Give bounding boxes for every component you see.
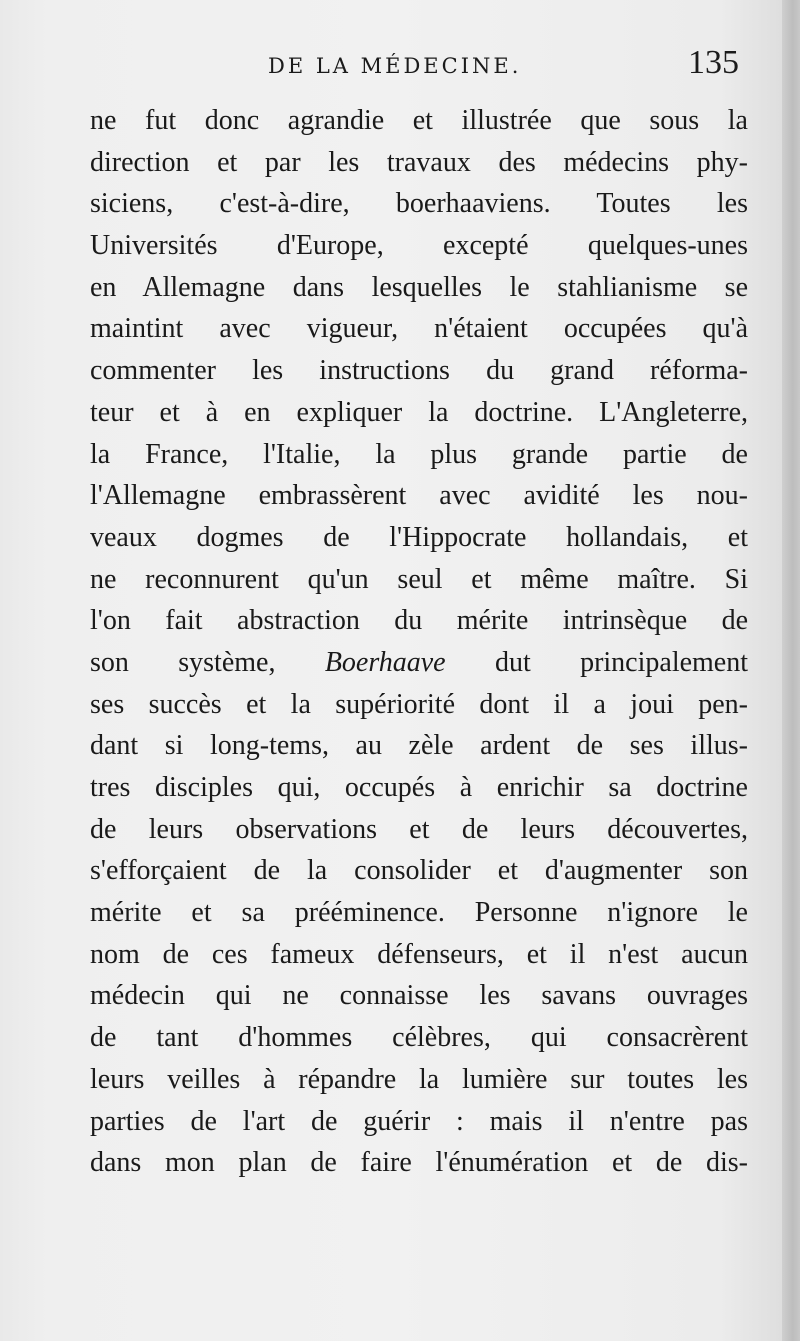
- text-line: teur et à en expliquer la doctrine. L'Angleterre,: [90, 396, 748, 428]
- body-text: [90, 100, 748, 1184]
- text-line: ses succès et la supériorité dont il a joui pen-: [90, 688, 748, 720]
- text-line: direction et par les travaux des médecins phy-: [90, 146, 748, 178]
- text-line-with-italic: [90, 642, 748, 684]
- text-line: nom de ces fameux défenseurs, et il n'est aucun: [90, 938, 748, 970]
- text-line: s'efforçaient de la consolider et d'augmenter son: [90, 855, 748, 887]
- text-line: ne reconnurent qu'un seul et même maître. Si: [90, 563, 748, 595]
- text-line: mérite et sa prééminence. Personne n'ignore le: [90, 897, 748, 929]
- text-line: ne fut donc agrandie et illustrée que sous la: [90, 105, 748, 136]
- text-line: l'on fait abstraction du mérite intrinsèque de: [90, 605, 748, 637]
- text-line: de leurs observations et de leurs découvertes,: [90, 813, 748, 845]
- italic-name-boerhaave: Boerhaave: [324, 646, 446, 678]
- text-line: en Allemagne dans lesquelles le stahlianisme se: [90, 271, 748, 303]
- text-line: médecin qui ne connaisse les savans ouvrages: [90, 980, 748, 1012]
- text-line: parties de l'art de guérir : mais il n'entre pas: [90, 1105, 748, 1137]
- text-line: dant si long-tems, au zèle ardent de ses illus-: [90, 730, 748, 762]
- running-head: DE LA MÉDECINE.: [268, 54, 522, 78]
- text-segment: dut principalement: [494, 646, 749, 678]
- page-edge-shadow: [782, 0, 800, 1341]
- text-line: dans mon plan de faire l'énumération et de dis-: [90, 1147, 748, 1179]
- text-line: tres disciples qui, occupés à enrichir sa doctrine: [90, 772, 748, 803]
- text-line: la France, l'Italie, la plus grande partie de: [90, 438, 748, 470]
- text-line: l'Allemagne embrassèrent avec avidité les nou-: [90, 480, 748, 512]
- text-line: siciens, c'est-à-dire, boerhaaviens. Toutes les: [90, 188, 748, 220]
- text-line: maintint avec vigueur, n'étaient occupées qu'à: [90, 313, 748, 345]
- text-line: commenter les instructions du grand réforma-: [90, 355, 748, 387]
- text-line: Universités d'Europe, excepté quelques-unes: [90, 230, 748, 262]
- text-line: leurs veilles à répandre la lumière sur toutes les: [90, 1063, 748, 1095]
- text-segment: son système,: [90, 646, 276, 678]
- text-line: de tant d'hommes célèbres, qui consacrèrent: [90, 1022, 748, 1054]
- text-line: veaux dogmes de l'Hippocrate hollandais, et: [90, 521, 748, 553]
- page-number: 135: [688, 44, 739, 81]
